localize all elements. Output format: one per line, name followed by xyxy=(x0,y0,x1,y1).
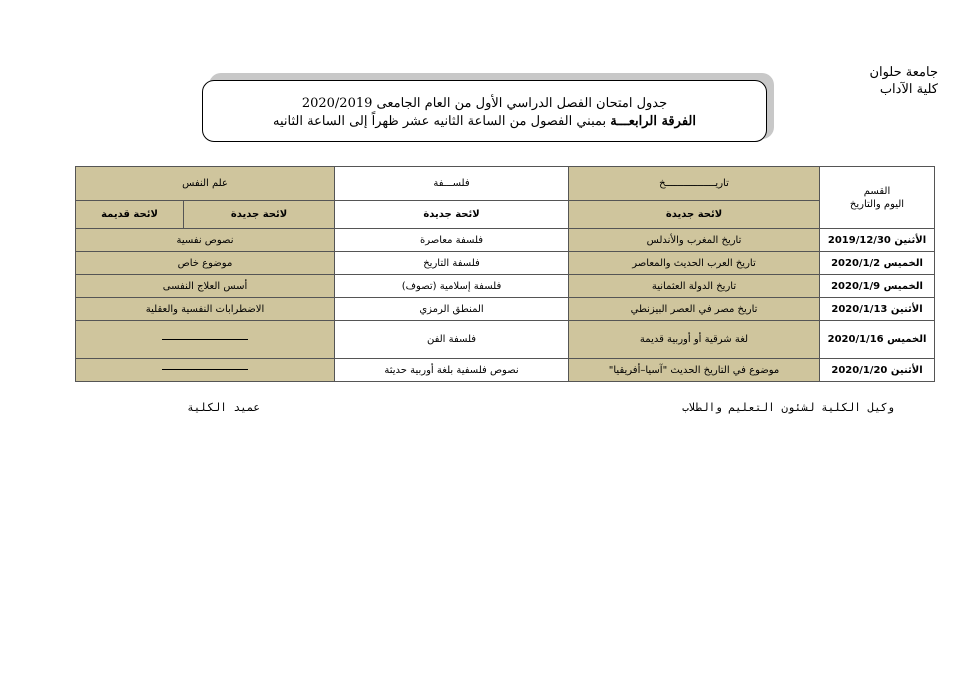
vice-dean-signature: وكيل الكلية لشئون التعليم والطلاب xyxy=(682,401,894,414)
year-label: الفرقة الرابعـــة xyxy=(610,114,696,129)
history-cell: لغة شرقية أو أوربية قديمة xyxy=(569,321,820,359)
day-cell: الأثنين 2020/1/20 xyxy=(820,359,935,382)
title-line-2 xyxy=(203,114,766,129)
faculty-name: كلية الآداب xyxy=(879,82,938,97)
psychology-cell: نصوص نفسية xyxy=(76,229,335,252)
history-cell: تاريخ العرب الحديث والمعاصر xyxy=(569,252,820,275)
table-row xyxy=(76,229,935,252)
day-cell: الخميس 2020/1/16 xyxy=(820,321,935,359)
dept-philosophy: فلســـفة xyxy=(335,167,569,201)
dept-history: تاريـــــــــــــــــخ xyxy=(569,167,820,201)
location-time: بمبني الفصول من الساعة الثانيه عشر ظهراً إلى الساعة الثانيه xyxy=(273,114,611,129)
dean-signature: عميد الكلية xyxy=(187,401,260,414)
philosophy-cell: فلسفة إسلامية (تصوف) xyxy=(335,275,569,298)
table-row xyxy=(76,275,935,298)
corner-cell xyxy=(820,167,935,229)
header-row-regulations xyxy=(76,201,935,229)
day-cell: الأثنين 2019/12/30 xyxy=(820,229,935,252)
psychology-cell-empty xyxy=(76,321,335,359)
corner-daydate-label: اليوم والتاريخ xyxy=(849,198,905,210)
exam-schedule-table xyxy=(75,166,935,382)
day-cell: الخميس 2020/1/9 xyxy=(820,275,935,298)
day-cell: الأثنين 2020/1/13 xyxy=(820,298,935,321)
philosophy-cell: نصوص فلسفية بلغة أوربية حديثة xyxy=(335,359,569,382)
philosophy-cell: المنطق الرمزي xyxy=(335,298,569,321)
title-box xyxy=(202,80,767,142)
corner-dept-label: القسم xyxy=(863,185,891,197)
sub-psych-new: لائحة جديدة xyxy=(184,201,335,229)
day-cell: الخميس 2020/1/2 xyxy=(820,252,935,275)
table-row xyxy=(76,298,935,321)
psychology-cell: الاضطرابات النفسية والعقلية xyxy=(76,298,335,321)
blank-line xyxy=(162,339,248,340)
history-cell: موضوع في التاريخ الحديث "آسيا–أفريقيا" xyxy=(569,359,820,382)
psychology-cell: أسس العلاج النفسى xyxy=(76,275,335,298)
history-cell: تاريخ الدولة العثمانية xyxy=(569,275,820,298)
sub-history: لائحة جديدة xyxy=(569,201,820,229)
title-line-1: جدول امتحان الفصل الدراسي الأول من العام الجامعى 2020/2019 xyxy=(301,96,668,111)
psychology-cell-empty xyxy=(76,359,335,382)
header-row-departments xyxy=(76,167,935,201)
philosophy-cell: فلسفة التاريخ xyxy=(335,252,569,275)
sub-psych-old: لائحة قديمة xyxy=(76,201,184,229)
psychology-cell: موضوع خاص xyxy=(76,252,335,275)
history-cell: تاريخ المغرب والأندلس xyxy=(569,229,820,252)
university-name: جامعة حلوان xyxy=(869,65,938,80)
history-cell: تاريخ مصر في العصر البيزنطي xyxy=(569,298,820,321)
table-row xyxy=(76,359,935,382)
sub-philosophy: لائحة جديدة xyxy=(335,201,569,229)
table-row xyxy=(76,321,935,359)
philosophy-cell: فلسفة معاصرة xyxy=(335,229,569,252)
university-header xyxy=(869,64,938,98)
philosophy-cell: فلسفة الفن xyxy=(335,321,569,359)
table-row xyxy=(76,252,935,275)
blank-line xyxy=(162,369,248,370)
dept-psychology: علم النفس xyxy=(76,167,335,201)
